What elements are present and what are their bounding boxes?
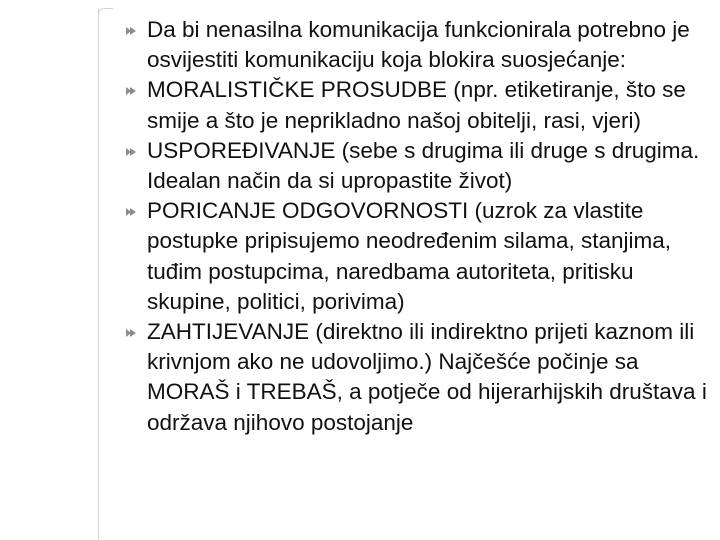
arrow-bullet-icon bbox=[125, 327, 141, 339]
frame-corner bbox=[98, 8, 113, 23]
arrow-bullet-icon bbox=[125, 146, 141, 158]
bullet-text: MORALISTIČKE PROSUDBE (npr. etiketiranje, što se smije a što je neprikladno našoj obitelji, rasi, vjeri) bbox=[147, 77, 686, 133]
arrow-bullet-icon bbox=[125, 85, 141, 97]
bullet-item bbox=[125, 136, 710, 196]
arrow-bullet-icon bbox=[125, 25, 141, 37]
bullet-text: USPOREĐIVANJE (sebe s drugima ili druge s drugima. Idealan način da si upropastite život) bbox=[147, 137, 700, 194]
arrow-bullet-icon bbox=[125, 206, 141, 218]
bullet-item bbox=[125, 196, 710, 317]
bullet-list bbox=[125, 15, 710, 438]
bullet-item bbox=[125, 15, 710, 75]
bullet-item bbox=[125, 317, 710, 438]
frame-line bbox=[98, 8, 99, 540]
bullet-item bbox=[125, 75, 710, 135]
bullet-text: Da bi nenasilna komunikacija funkcionirala potrebno je osvijestiti komunikaciju koja blokira suosjećanje: bbox=[147, 17, 690, 73]
bullet-text: ZAHTIJEVANJE (direktno ili indirektno prijeti kaznom ili krivnjom ako ne udovoljimo.) Najčešće počinje sa MORAŠ i TREBAŠ, a potječe od hijerarhijskih društava i održava njihovo postojanje bbox=[147, 319, 707, 435]
bullet-text: PORICANJE ODGOVORNOSTI (uzrok za vlastite postupke pripisujemo neodređenim silama, stanjima, tuđim postupcima, naredbama autoriteta, pritisku skupine, politici, porivima) bbox=[147, 198, 672, 314]
